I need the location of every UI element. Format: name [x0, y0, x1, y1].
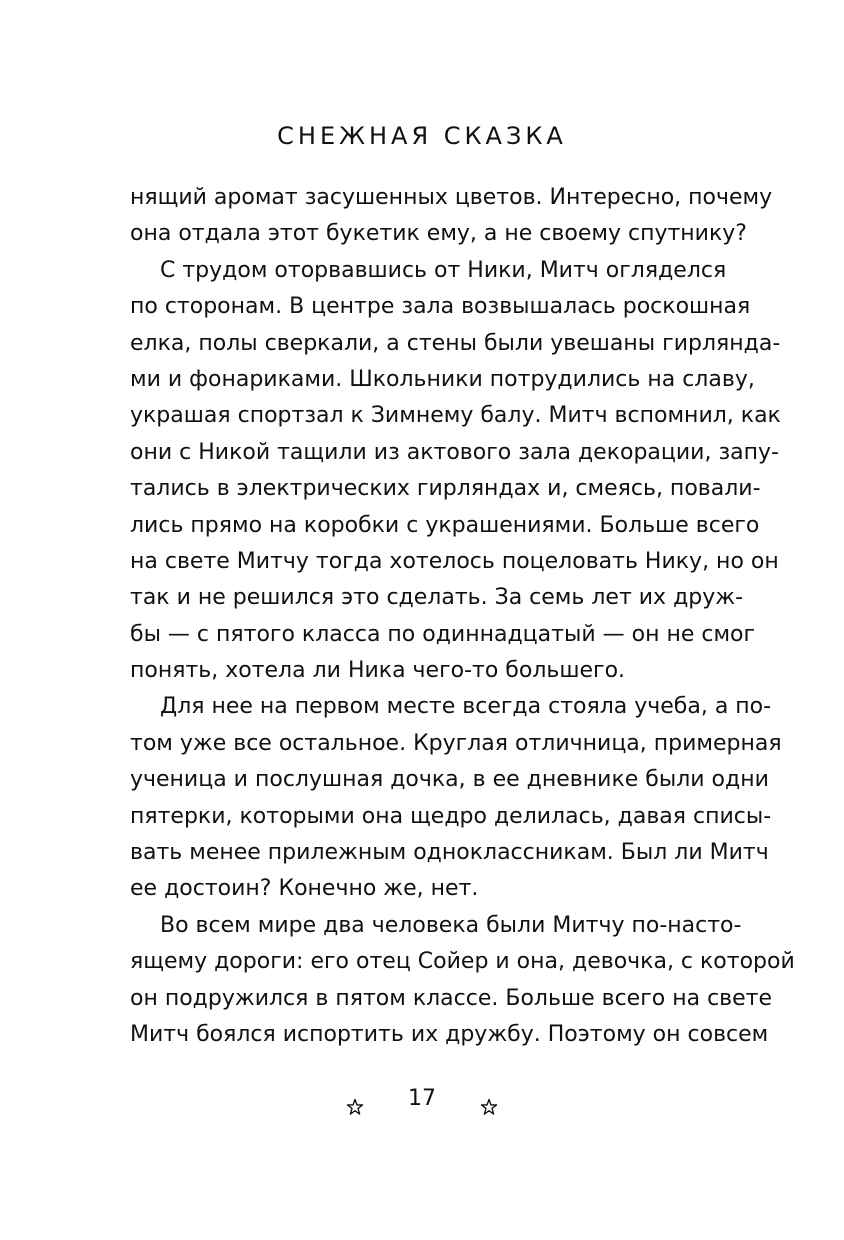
text-line: Для нее на первом месте всегда стояла учеба, а по-	[160, 694, 772, 720]
page-footer	[0, 1080, 844, 1117]
text-line: так и не решился это сделать. За семь лет их друж-	[130, 585, 744, 611]
text-line: пятерки, которыми она щедро делилась, давая списы-	[130, 803, 772, 829]
star-outline-icon	[346, 1090, 364, 1108]
text-line: нящий аромат засушенных цветов. Интересно, почему	[130, 185, 773, 210]
text-line: Во всем мире два человека были Митчу по-насто-	[160, 912, 742, 938]
text-line: ящему дороги: его отец Сойер и она, девочка, с которой	[130, 949, 795, 975]
text-line: елка, полы сверкали, а стены были увешаны гирлянда-	[130, 330, 781, 356]
page-number: 17	[408, 1086, 436, 1111]
running-head: СНЕЖНАЯ СКАЗКА	[277, 122, 567, 150]
text-line: на свете Митчу тогда хотелось поцеловать Нику, но он	[130, 548, 779, 574]
text-line: лись прямо на коробки с украшениями. Больше всего	[130, 512, 760, 538]
text-line: Митч боялся испортить их дружбу. Поэтому он совсем	[130, 1021, 769, 1047]
text-line: ее достоин? Конечно же, нет.	[130, 876, 479, 902]
text-line: она отдала этот букетик ему, а не своему спутнику?	[130, 221, 747, 247]
text-line: тались в электрических гирляндах и, смеясь, повали-	[130, 476, 761, 502]
body-text	[130, 180, 795, 1053]
text-line: он подружился в пятом классе. Больше всего на свете	[130, 985, 773, 1011]
text-line: понять, хотела ли Ника чего-то большего.	[130, 658, 626, 684]
text-line: по сторонам. В центре зала возвышалась роскошная	[130, 294, 751, 320]
text-line: ми и фонариками. Школьники потрудились на славу,	[130, 366, 755, 392]
text-line: С трудом оторвавшись от Ники, Митч огляделся	[160, 257, 727, 283]
text-line: том уже все остальное. Круглая отличница, примерная	[130, 730, 782, 756]
text-line: вать менее прилежным одноклассникам. Был ли Митч	[130, 840, 769, 866]
text-line: они с Никой тащили из актового зала декорации, запу-	[130, 439, 779, 465]
star-outline-icon	[480, 1090, 498, 1108]
text-line: ученица и послушная дочка, в ее дневнике были одни	[130, 767, 769, 793]
text-line: украшая спортзал к Зимнему балу. Митч вспомнил, как	[130, 403, 781, 429]
text-line: бы — с пятого класса по одиннадцатый — он не смог	[130, 621, 756, 647]
